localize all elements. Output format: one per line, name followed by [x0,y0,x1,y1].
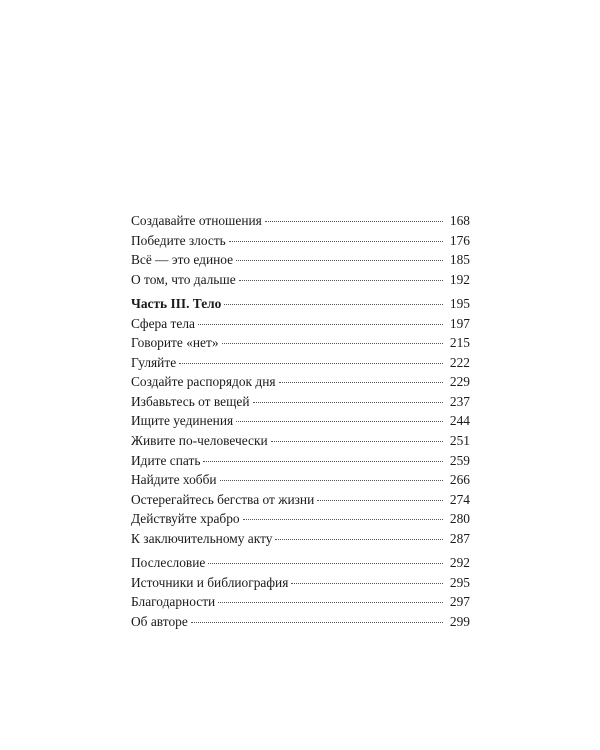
toc-entry [131,612,470,632]
dot-leader [224,303,443,305]
dot-leader [236,259,443,261]
dot-leader [279,381,443,383]
toc-entry-title: Избавьтесь от вещей [131,393,250,409]
toc-entry [131,490,470,510]
toc-entry [131,211,470,231]
table-of-contents [131,211,470,631]
toc-entry [131,270,470,290]
toc-entry [131,372,470,392]
toc-entry-page-number: 185 [449,252,470,268]
toc-entry-page-number: 295 [449,574,470,590]
toc-entry-page-number: 287 [449,530,470,546]
toc-entry-title: Создавайте отношения [131,213,262,228]
toc-entry-title: Об авторе [131,613,188,629]
toc-entry-page-number: 299 [449,613,470,629]
dot-leader [253,401,444,403]
dot-leader [291,582,443,584]
dot-leader [203,460,443,462]
toc-entry-page-number: 197 [449,315,470,331]
toc-entry-page-number: 266 [449,472,470,488]
toc-entry [131,592,470,612]
toc-entry [131,411,470,431]
toc-entry [131,392,470,412]
dot-leader [229,240,443,242]
toc-entry [131,250,470,270]
toc-entry-title: Гуляйте [131,354,177,370]
toc-entry-page-number: 297 [449,594,470,610]
dot-leader [179,362,443,364]
dot-leader [220,479,443,481]
toc-entry-page-number: 244 [449,413,470,429]
dot-leader [236,420,443,422]
dot-leader [191,621,443,623]
dot-leader [208,562,443,564]
toc-section-heading [131,294,470,314]
dot-leader [218,601,443,603]
toc-entry-title: Найдите хобби [131,472,217,488]
toc-entry-page-number: 222 [449,354,470,370]
toc-entry-page-number: 229 [449,374,470,390]
toc-entry-title: Ищите уединения [131,413,234,429]
toc-entry-page-number: 259 [449,452,470,468]
toc-entry [131,451,470,471]
toc-entry-page-number: 292 [449,555,470,571]
dot-leader [317,499,443,501]
toc-entry [131,353,470,373]
toc-entry [131,231,470,251]
toc-entry-page-number: 176 [449,232,470,248]
dot-leader [271,440,443,442]
toc-entry [131,509,470,529]
toc-entry-title: К заключительному акту [131,530,273,546]
toc-entry-page-number: 195 [449,296,470,312]
dot-leader [198,323,443,325]
dot-leader [239,279,443,281]
dot-leader [275,538,443,540]
toc-entry [131,573,470,593]
toc-entry-page-number: 237 [449,393,470,409]
toc-entry [131,333,470,353]
toc-entry-title: Часть III. Тело [131,296,222,312]
toc-entry-page-number: 274 [449,491,470,507]
toc-entry-title: Всё — это единое [131,252,234,268]
toc-entry-title: Благодарности [131,594,216,610]
toc-entry-title: Живите по-человечески [131,433,268,449]
toc-entry-page-number: 251 [449,433,470,449]
dot-leader [265,220,443,222]
toc-entry-page-number: 280 [449,511,470,527]
toc-entry-page-number: 192 [449,271,470,287]
toc-entry-title: Говорите «нет» [131,335,219,351]
toc-entry-title: Победите злость [131,232,226,248]
toc-entry-title: Действуйте храбро [131,511,240,527]
toc-entry-title: Источники и библиография [131,574,289,590]
toc-entry [131,553,470,573]
dot-leader [222,342,443,344]
toc-entry-title: О том, что дальше [131,271,236,287]
toc-entry [131,314,470,334]
toc-entry-title: Идите спать [131,452,201,468]
toc-entry-title: Сфера тела [131,315,195,331]
toc-entry [131,431,470,451]
toc-entry-title: Создайте распорядок дня [131,374,276,390]
toc-entry-title: Остерегайтесь бегства от жизни [131,491,315,507]
toc-entry-title: Послесловие [131,555,206,571]
toc-entry-page-number: 215 [449,335,470,351]
toc-entry [131,470,470,490]
toc-entry [131,529,470,549]
dot-leader [243,518,443,520]
toc-entry-page-number: 168 [449,213,470,228]
